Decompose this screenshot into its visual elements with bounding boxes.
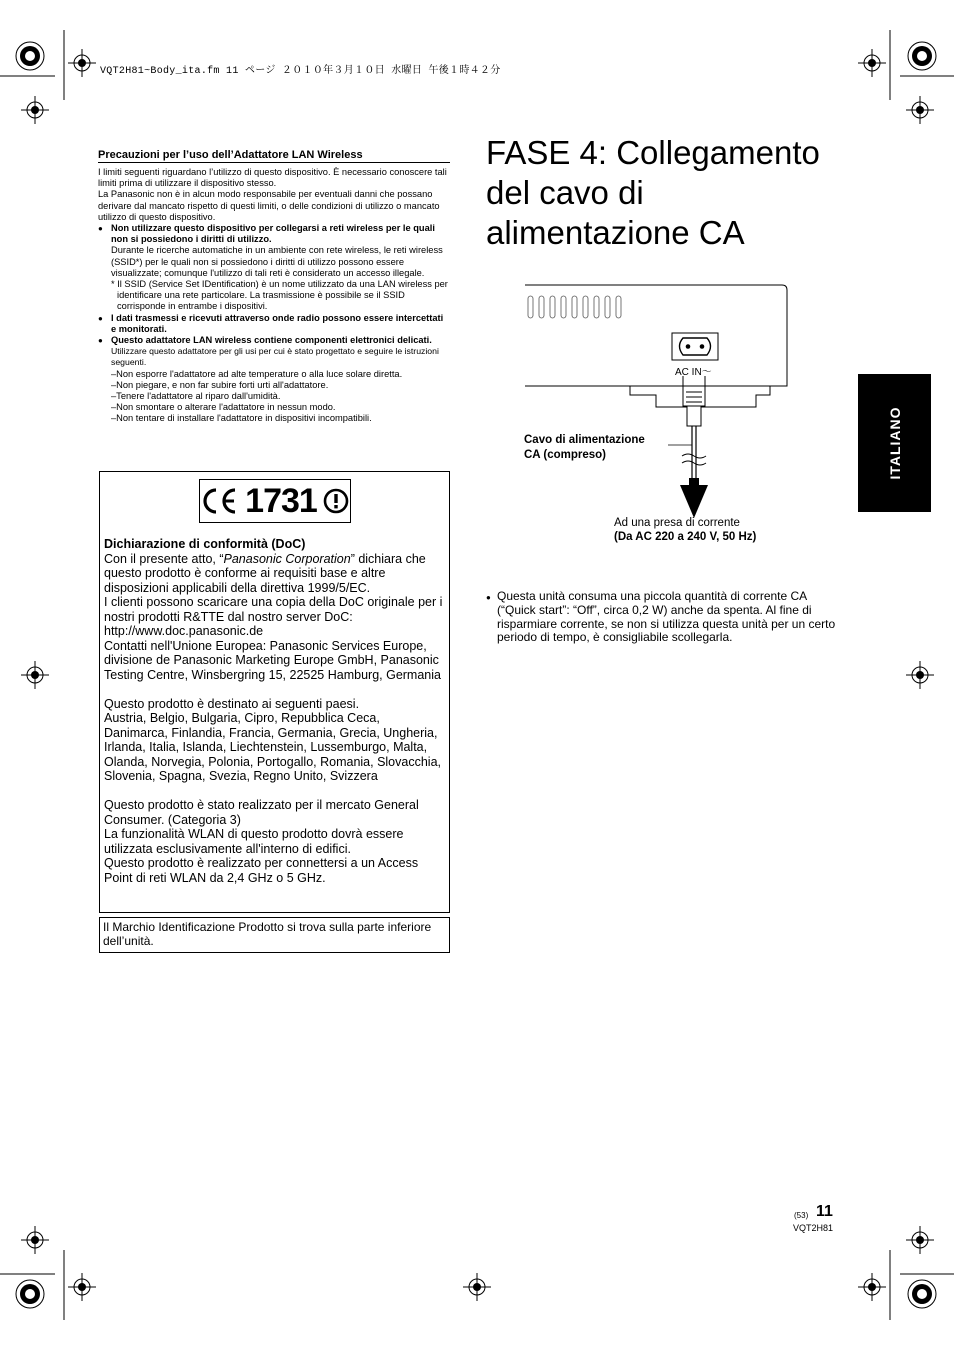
page-title: FASE 4: Collegamento del cavo di alimentazione CA bbox=[486, 134, 820, 251]
ce-logo-icon bbox=[201, 487, 239, 515]
doc-text bbox=[104, 537, 446, 885]
precaution-dash-4: –Non smontare o alterare l'adattatore in nessun modo. bbox=[111, 402, 336, 413]
doc-url: http://www.doc.panasonic.de bbox=[104, 624, 264, 638]
page-code: (53) bbox=[794, 1211, 809, 1220]
standby-power-note: ● Questa unità consuma una piccola quantità di corrente CA (“Quick start”: “Off”, circa 0,2 W) anche da spenta. Al fine di risparmiare corrente, se non si utilizza questa unità per un certo periodo di tempo, è consigliabile scollegarla. bbox=[486, 590, 836, 645]
doc-paragraph-1: Con il presente atto, “Panasonic Corporation” dichiara che questo prodotto è conforme ai requisiti base e altre disposizioni applicabili della direttiva 1999/5/EC. bbox=[104, 551, 426, 595]
notified-body-number: 1731 bbox=[245, 481, 317, 520]
outlet-label: Ad una presa di corrente (Da AC 220 a 240 V, 50 Hz) bbox=[614, 517, 757, 543]
precaution-dash-2: –Non piegare, e non far subire forti urti all'adattatore. bbox=[111, 379, 329, 390]
ac-in-label: AC IN～ bbox=[675, 367, 712, 378]
power-cable-label: Cavo di alimentazione CA (compreso) bbox=[524, 434, 645, 461]
language-tab bbox=[858, 374, 931, 512]
precaution-bullet-1-text: Durante le ricerche automatiche in un ambiente con rete wireless, le reti wireless (SSID*) per le quali non si possiedono i diritti di utilizzo possono essere visualizzate; comunque l'utilizzo di tali reti è considerato un accesso illegale. bbox=[111, 245, 443, 278]
precaution-bullet-3-text: Utilizzare questo adattatore per gli usi per cui è stato progettato e seguire le istruzioni seguenti. bbox=[111, 346, 439, 368]
ssid-note: * Il SSID (Service Set IDentification) è un nome utilizzato da una LAN wireless per identificare una rete particolare. La trasmissione è possibile se il SSID corrisponde in entrambe i dispositivi. bbox=[111, 279, 448, 312]
doc-paragraph-3: Contatti nell'Unione Europea: Panasonic Services Europe, divisione de Panasonic Marketing Europe GmbH, Panasonic Testing Centre, Winsbergring 15, 22525 Hamburg, Germania bbox=[104, 638, 441, 682]
precaution-bullet-1: ● Non utilizzare questo dispositivo per collegarsi a reti wireless per le quali non si possiedono i diritti di utilizzo. bbox=[98, 223, 450, 245]
vent-slots bbox=[528, 296, 621, 318]
doc-paragraph-2: I clienti possono scaricare una copia della DoC originale per i nostri prodotti R&TTE dal nostro server DoC: bbox=[104, 595, 443, 624]
ce-mark bbox=[199, 479, 351, 523]
model-code: VQT2H81 bbox=[793, 1223, 834, 1233]
precaution-dash-5: –Non tentare di installare l'adattatore in dispositivi incompatibili. bbox=[111, 413, 372, 424]
product-id-note: Il Marchio Identificazione Prodotto si trova sulla parte inferiore dell’unità. bbox=[99, 917, 450, 953]
ac-inlet-icon bbox=[672, 333, 718, 360]
power-connection-diagram bbox=[520, 280, 800, 545]
precautions-intro-1: I limiti seguenti riguardano l’utilizzo di questo dispositivo. È necessario conoscere tali limiti prima di utilizzare il dispositivo stesso. bbox=[98, 167, 447, 189]
precaution-bullet-2: ● I dati trasmessi e ricevuti attraverso onde radio possono essere intercettati e monitorati. bbox=[98, 313, 450, 335]
precaution-dash-1: –Non esporre l'adattatore ad alte temperature o alla luce solare diretta. bbox=[111, 368, 403, 379]
precautions-intro-2: La Panasonic non è in alcun modo responsabile per eventuali danni che possano derivare dal mancato rispetto di questi limiti, o delle condizioni di utilizzo o mancato utilizzo di questo dispositivo. bbox=[98, 189, 440, 222]
precaution-bullet-3: ● Questo adattatore LAN wireless contiene componenti elettronici delicati. bbox=[98, 335, 450, 346]
alert-icon bbox=[323, 488, 349, 514]
precautions-title: Precauzioni per l’uso dell’Adattatore LAN Wireless bbox=[98, 149, 450, 163]
doc-title: Dichiarazione di conformità (DoC) bbox=[104, 537, 306, 551]
doc-countries: Austria, Belgio, Bulgaria, Cipro, Repubblica Ceca, Danimarca, Finlandia, Francia, Germania, Grecia, Ungheria, Irlanda, Italia, Islanda, Liechtenstein, Lussemburgo, Malta, Olanda, Norvegia, Polonia, Portogallo, Romania, Slovacchia, Slovenia, Spagna, Svezia, Regno Unito, Svizzera bbox=[104, 711, 441, 783]
file-header: VQT2H81~Body_ita.fm 11 ページ ２０１０年３月１０日 水曜日 午後１時４２分 bbox=[100, 66, 501, 77]
doc-paragraph-7: La funzionalità WLAN di questo prodotto dovrà essere utilizzata esclusivamente all'interno di edifici. bbox=[104, 827, 404, 856]
precautions-body bbox=[98, 167, 450, 425]
language-tab-label: ITALIANO bbox=[886, 406, 903, 480]
precaution-dash-3: –Tenere l'adattatore al riparo dall'umidità. bbox=[111, 391, 281, 402]
page-number: 11 bbox=[816, 1203, 833, 1220]
down-arrow-icon bbox=[680, 485, 708, 518]
doc-paragraph-8: Questo prodotto è realizzato per connettersi a un Access Point di reti WLAN da 2,4 GHz o 5 GHz. bbox=[104, 856, 419, 885]
doc-paragraph-6: Questo prodotto è stato realizzato per il mercato General Consumer. (Categoria 3) bbox=[104, 798, 419, 827]
doc-paragraph-4: Questo prodotto è destinato ai seguenti paesi. bbox=[104, 696, 360, 711]
plug-icon bbox=[683, 376, 705, 426]
company-name: Panasonic Corporation bbox=[223, 551, 351, 566]
